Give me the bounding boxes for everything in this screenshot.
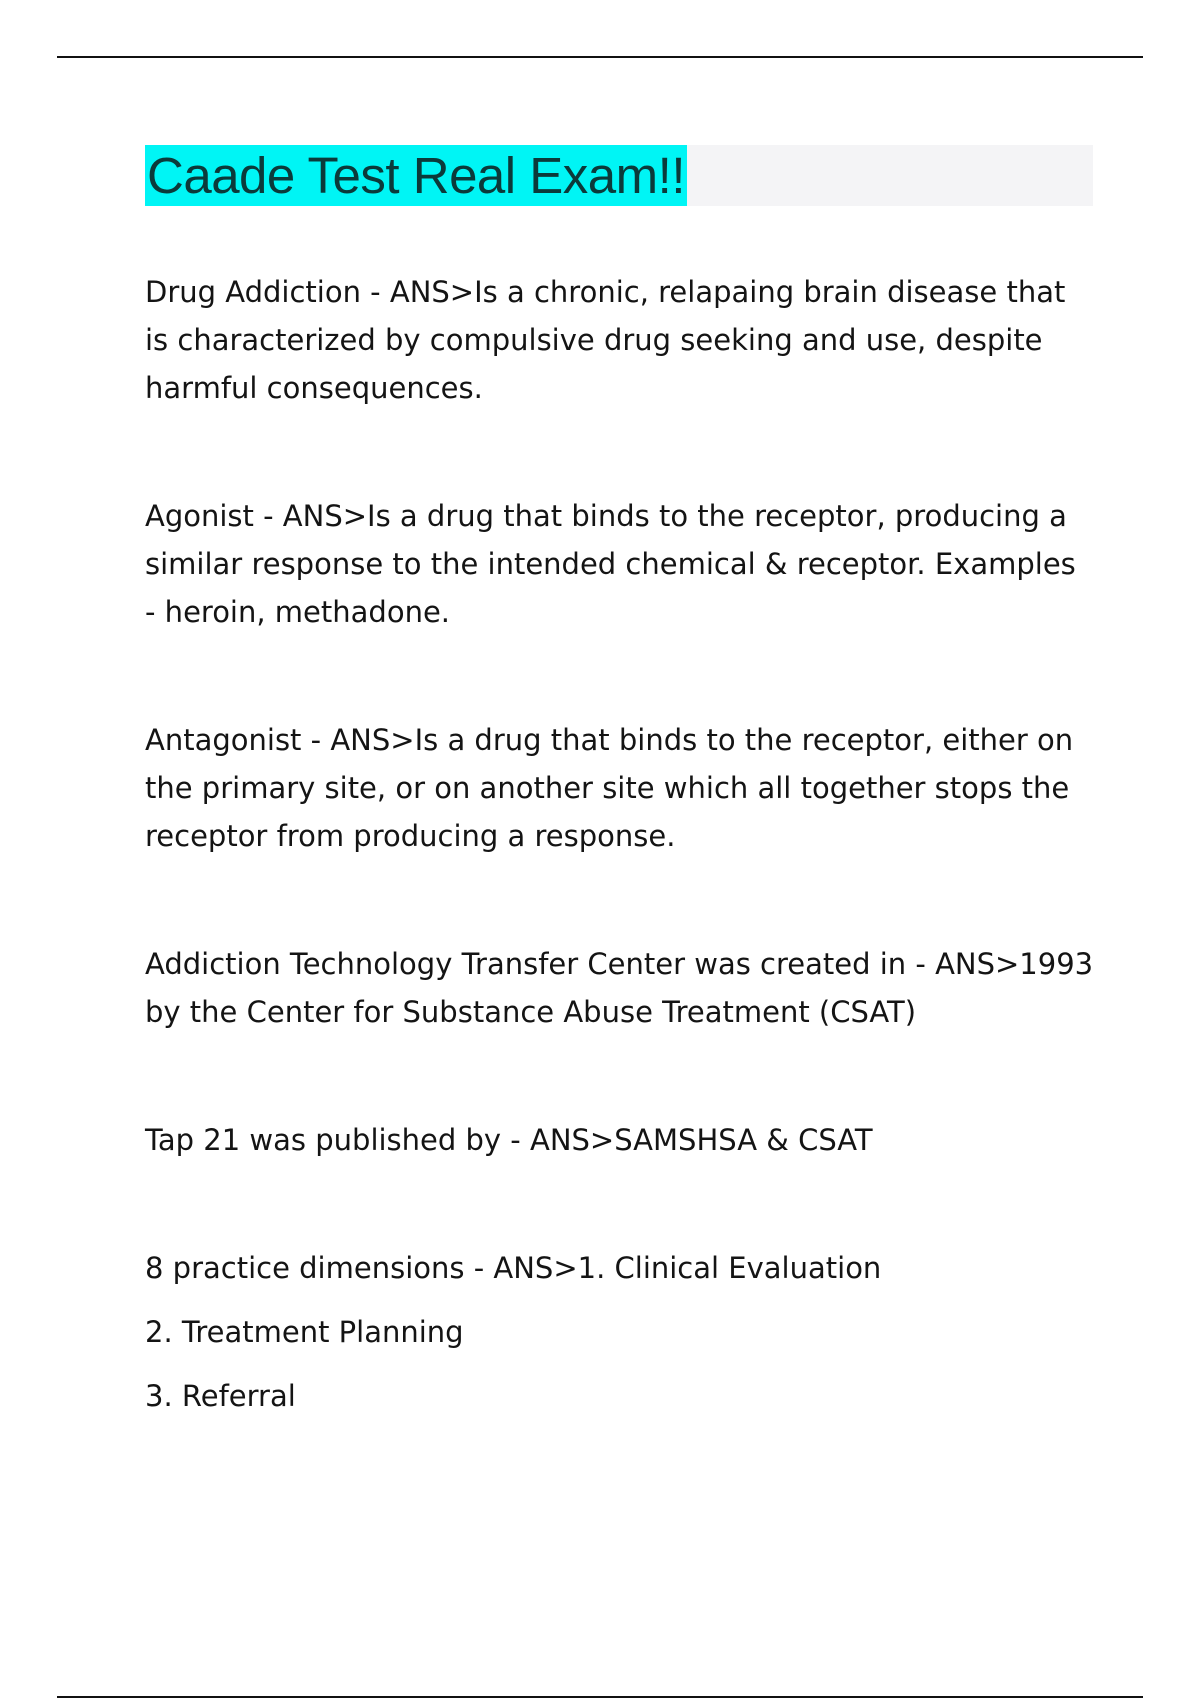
entry-attc: Addiction Technology Transfer Center was created in - ANS>1993 by the Center for Substance Abuse Treatment (CSAT) — [145, 947, 1094, 1029]
entry-drug-addiction: Drug Addiction - ANS>Is a chronic, relapaing brain disease that is characterized by compulsive drug seeking and use, despite harmful consequences. — [145, 275, 1066, 405]
entry-practice-dimensions — [145, 1244, 1095, 1420]
entry-antagonist: Antagonist - ANS>Is a drug that binds to the receptor, either on the primary site, or on another site which all together stops the receptor from producing a response. — [145, 723, 1074, 853]
document-title: Caade Test Real Exam!! — [147, 147, 685, 204]
entry-tap21: Tap 21 was published by - ANS>SAMSHSA & CSAT — [145, 1123, 873, 1157]
practice-dimension-line-3: 3. Referral — [145, 1379, 296, 1413]
title-band — [145, 145, 1093, 206]
top-rule — [57, 56, 1143, 58]
practice-dimension-line-2: 2. Treatment Planning — [145, 1315, 464, 1349]
practice-dimension-line-1: 8 practice dimensions - ANS>1. Clinical Evaluation — [145, 1251, 882, 1285]
entry-agonist: Agonist - ANS>Is a drug that binds to the receptor, producing a similar response to the intended chemical & receptor. Examples - heroin, methadone. — [145, 499, 1076, 629]
bottom-rule — [57, 1696, 1143, 1698]
document-body — [145, 268, 1095, 1420]
